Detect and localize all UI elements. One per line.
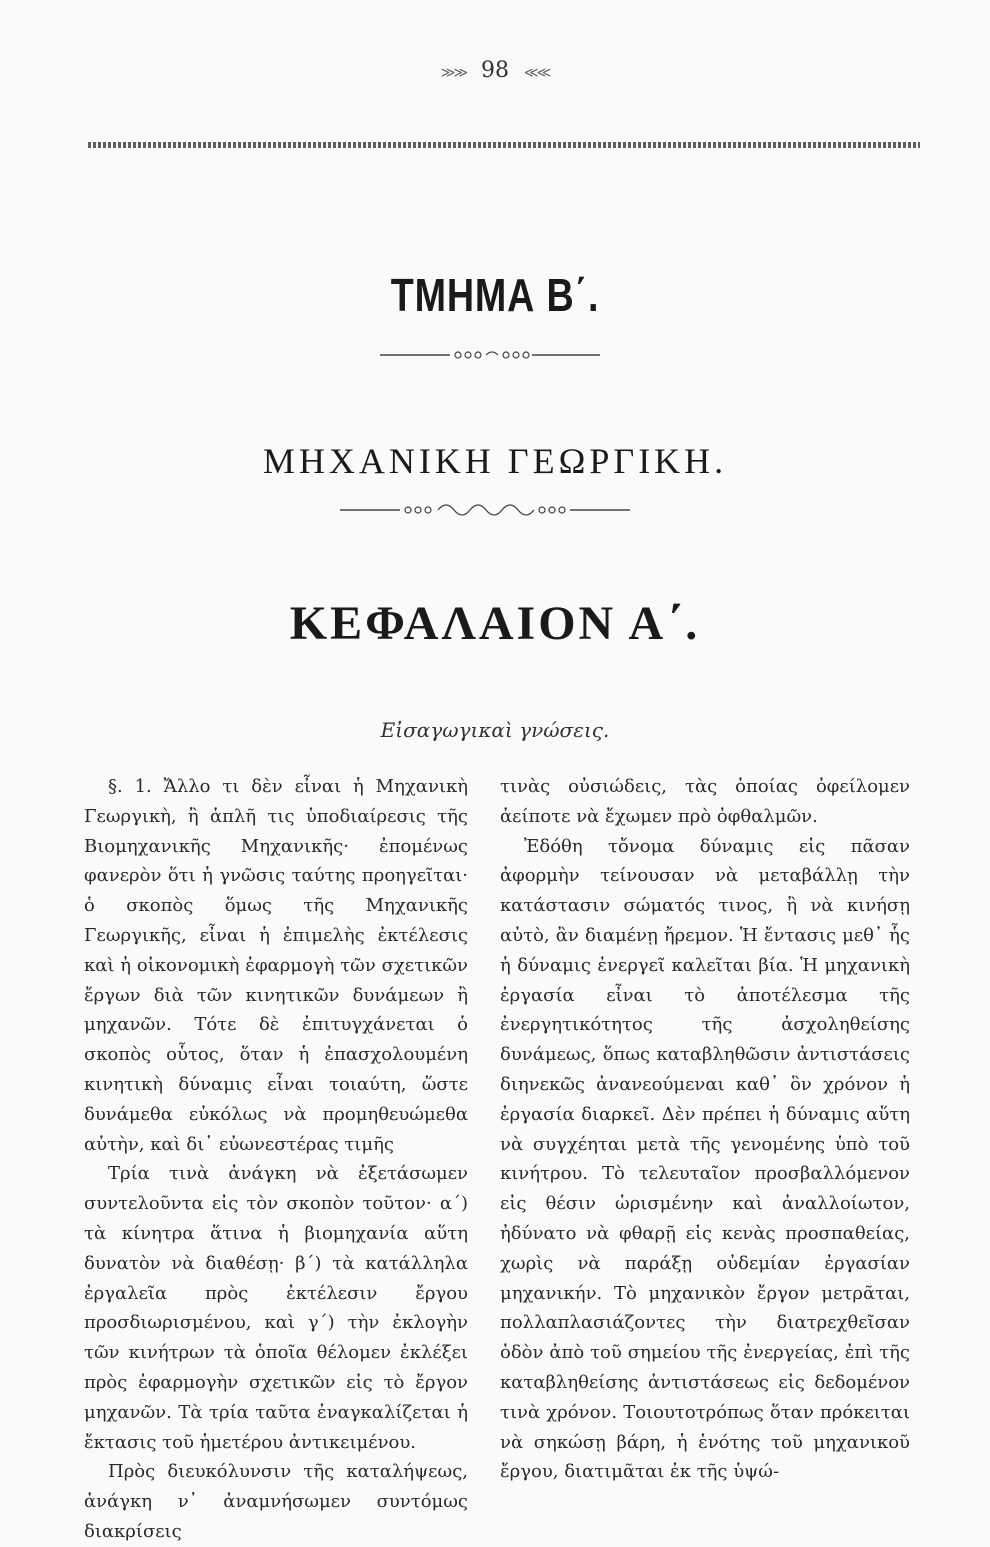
ornamental-rule-1 <box>380 348 600 362</box>
page-number <box>0 58 990 83</box>
intro-subtitle: Εἰσαγωγικαὶ γνώσεις. <box>380 718 610 742</box>
chapter-title: ΚΕΦΑΛΑΙΟΝ Α΄. <box>289 597 701 650</box>
page-number-value: 98 <box>481 58 509 83</box>
left-column <box>84 772 468 1547</box>
left-paragraph-3: Πρὸς διευκόλυνσιν τῆς καταλήψεως, ἀνάγκη ν᾽ ἀναμνήσωμεν συντόμως διακρίσεις <box>84 1461 468 1542</box>
right-paragraph-2: Ἐδόθη τὄνομα δύναμις εἰς πᾶσαν ἀφορμὴν τείνουσαν νὰ μεταβάλλῃ τὴν κατάστασιν σώματός τινος, ἢ νὰ κινήσῃ αὐτὸ, ἂν διαμένῃ ἤρεμον. Ἡ ἔντασις μεθ᾽ ἧς ἡ δύναμις ἐνεργεῖ καλεῖται βία. Ἡ μηχανικὴ ἐργασία εἶναι τὸ ἀποτέλεσμα τῆς ἐνεργητικότητος τῆς ἀσχοληθείσης δυνάμεως, ὅπως καταβληθῶσιν ἀντιστάσεις διηνεκῶς ἀνανεούμεναι καθ᾽ ὃν χρόνον ἡ ἐργασία διαρκεῖ. Δὲν πρέπει ἡ δύναμις αὕτη νὰ συγχέηται μετὰ τῆς γενομένης ὑπὸ τοῦ κινήτρου. Τὸ τελευταῖον προσβαλλόμενον εἰς θέσιν ὡρισμένην καὶ ἀναλλοίωτον, ἠδύνατο νὰ φθαρῇ εἰς κενὰς προσπαθείας, χωρὶς νὰ παράξῃ οὐδεμίαν ἐργασίαν μηχανικήν. Τὸ μηχανικὸν ἔργον μετρᾶται, πολλαπλασιάζοντες τὴν διατρεχθεῖσαν ὁδὸν ἀπὸ τοῦ σημείου τῆς ἐνεργείας, ἐπὶ τῆς καταβληθείσης ἀντιστάσεως εἰς δεδομένον τινὰ χρόνον. Τοιουτοτρόπως ὅταν πρόκειται νὰ σηκώσῃ βάρη, ἡ ἑνότης τοῦ μηχανικοῦ ἔργου, διατιμᾶται ἐκ τῆς ὑψώ- <box>500 835 910 1483</box>
subject-title: ΜΗΧΑΝΙΚΗ ΓΕΩΡΓΙΚΗ. <box>262 441 728 481</box>
left-paragraph-2: Τρία τινὰ ἀνάγκη νὰ ἐξετάσωμεν συντελοῦντα εἰς τὸν σκοπὸν τοῦτον· α΄) τὰ κίνητρα ἅτινα ἡ βιομηχανία αὕτη δυνατὸν νὰ διαθέσῃ· β΄) τὰ κατάλληλα ἐργαλεῖα πρὸς ἐκτέλεσιν ἔργου προσδιωρισμένου, καὶ γ΄) τὴν ἐκλογὴν τῶν κινήτρων τὰ ὁποῖα θέλομεν ἐκλέξει πρὸς ἐφαρμογὴν σχετικῶν εἰς τὸ ἔργον μηχανῶν. Τὰ τρία ταῦτα ἐναγκαλίζεται ἡ ἔκτασις τοῦ ἡμετέρου ἀντικειμένου. <box>84 1163 468 1453</box>
right-paragraph-1: τινὰς οὐσιώδεις, τὰς ὁποίας ὀφείλομεν ἀείποτε νὰ ἔχωμεν πρὸ ὀφθαλμῶν. <box>500 776 910 827</box>
left-paragraph-1: §. 1. Ἄλλο τι δὲν εἶναι ἡ Μηχανικὴ Γεωργικὴ, ἢ ἁπλῆ τις ὑποδιαίρεσις τῆς Βιομηχανικῆς Μηχανικῆς· ἐπομένως φανερὸν ὅτι ἡ γνῶσις ταύτης προηγεῖται· ὁ σκοπὸς ὅμως τῆς Μηχανικῆς Γεωργικῆς, εἶναι ἡ ἐπιμελὴς ἐκτέλεσις καὶ ἡ οἰκονομικὴ ἐφαρμογὴ τῶν σχετικῶν ἔργων διὰ τῶν κινητικῶν δυνάμεων ἢ μηχανῶν. Τότε δὲ ἐπιτυγχάνεται ὁ σκοπὸς οὗτος, ὅταν ἡ ἐπασχολουμένη κινητικὴ δύναμις εἶναι τοιαύτη, ὥστε δυνάμεθα εὐκόλως νὰ προμηθευώμεθα αὐτὴν, καὶ δι᾽ εὐωνεστέρας τιμῆς <box>84 776 468 1155</box>
page-number-ornament-left: ≫≫ <box>440 65 466 81</box>
ornamental-rule-2 <box>340 500 630 520</box>
page-number-ornament-right: ≪≪ <box>524 65 550 81</box>
top-decorative-rule <box>88 142 920 148</box>
section-label: ΤΜΗΜΑ Β΄. <box>390 269 600 321</box>
right-column <box>500 772 910 1487</box>
